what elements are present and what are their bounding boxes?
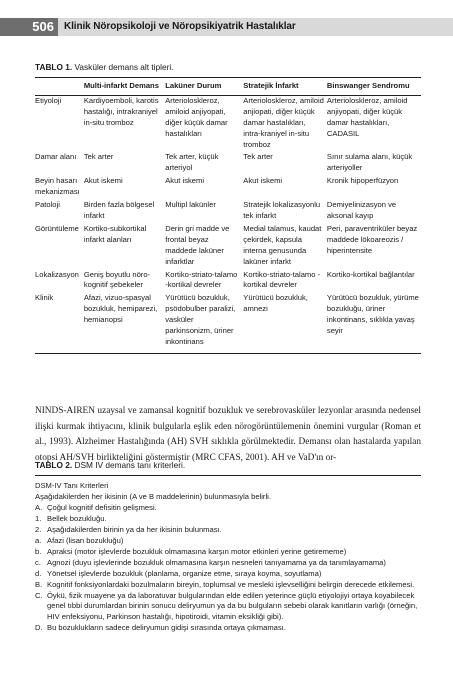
list-item [35, 503, 421, 514]
table2-heading: DSM-IV Tanı Kriterleri [35, 481, 109, 490]
item-label: A. [35, 502, 43, 512]
table-row [35, 224, 421, 270]
table-cell: Arterioloskleroz, amiloid anjiyopati, diğer küçük damar hastalıkları, CADASIL [326, 95, 408, 138]
table1-col-blank [35, 80, 84, 95]
item-text: Afazi (lisan bozukluğu) [47, 535, 124, 545]
table-cell: Kardiyoemboli, karotis hastalığı, intrakraniyel in-situ tromboz [83, 95, 159, 127]
list-item [35, 525, 421, 536]
table-cell: Derin gri madde ve frontal beyaz maddede laküner infarktlar [165, 223, 230, 266]
item-text: Bellek bozukluğu. [47, 513, 107, 523]
table-cell: Multipl lakünler [165, 200, 216, 210]
table-row [35, 293, 421, 352]
table1-caption [35, 62, 174, 72]
table-row [35, 200, 421, 224]
item-label: B. [35, 579, 43, 589]
list-item [35, 580, 421, 591]
page-header [0, 0, 453, 38]
table1-bottom-rule [35, 353, 421, 354]
table-cell: Peri, paraventriküler beyaz maddede lökoareozis / hiperintensite [326, 223, 418, 255]
item-text: Aşağıdakilerden birinin ya da her ikisinin bulunması. [47, 524, 222, 534]
item-label: b. [35, 546, 42, 556]
list-item [35, 591, 421, 624]
item-text: Agnozi (duyu işlevlerinde bozukluk olmamasına karşın nesneleri tanıyamama ya da tanımlayamama) [47, 557, 386, 567]
running-title: Klinik Nöropsikoloji ve Nöropsikiyatrik Hastalıklar [64, 21, 296, 32]
list-item [35, 536, 421, 547]
table-cell: Yürütücü bozukluk, amnezi [243, 293, 308, 314]
table1-col-header: Binswanger Sendromu [326, 81, 410, 90]
table-cell: Yürütücü bozukluk, yürüme bozukluğu, üriner inkontinans, sıklıkla yavaş seyir [326, 293, 419, 336]
table2-top-rule [35, 475, 421, 476]
item-text: Kognitif fonksiyonlardaki bozulmaların bireyin, toplumsal ve mesleki işlevselliğini belirgin derecede etkilemesi. [47, 579, 415, 589]
table-cell: Kortiko-subkortikal infarkt alanları [83, 223, 147, 244]
item-text: Yönetsel işlevlerde bozukluk (planlama, organize etme, sıraya koyma, soyutlama) [47, 568, 322, 578]
table2 [35, 481, 421, 634]
item-text: Çoğul kognitif defisitin gelişmesi. [47, 502, 157, 512]
table-cell: Geniş boyutlu nöro-kognitif şebekeler [83, 269, 151, 290]
table-cell: Akut iskemi [243, 176, 283, 186]
table-cell: Damar alanı [35, 152, 77, 162]
table-cell: Birden fazla bölgesel infarkt [83, 200, 155, 220]
item-text: Öykü, fizik muayene ya da laboratuvar bulgularından elde edilen yeterince güçlü etiyolojiyi ortaya koyabilecek genel tıbbi durumlardan birinin sonucu deliryumun ya da bu bulguların sebebi olarak kanıtların varlığı (örneğin, HIV enfeksiyonu, Parkinson hastalığı, hipotiroidi, vitamin eksikliği gibi). [47, 590, 418, 622]
table-cell: Arterioloskleroz, amiloid anjiopati, diğer küçük damar hastalıkları, intra-kraniyel in-situ tromboz [243, 95, 324, 149]
table2-caption [35, 460, 185, 470]
item-text: Bu bozuklukların sadece deliryumun gidişi sırasında ortaya çıkmaması. [47, 623, 286, 633]
table-cell: Akut iskemi [165, 176, 205, 186]
table1-caption-text: Vasküler demans alt tipleri. [74, 62, 174, 72]
table-cell: Kortiko-striato-talamo -kortikal devreler [243, 269, 321, 290]
table1-col-header: Stratejik İnfarkt [243, 81, 299, 90]
table-cell: Patoloji [35, 200, 60, 210]
table-row [35, 95, 421, 152]
item-text: Apraksi (motor işlevlerde bozukluk olmamasına karşın motor etkinleri yerine getirememe) [47, 546, 347, 556]
list-item [35, 514, 421, 525]
table-cell: Kronik hipoperfüzyon [326, 176, 399, 186]
body-paragraph: NINDS-AIREN uzaysal ve zamansal kognitif bozukluk ve serebrovasküler lezyonlar arasında nedensel ilişki kurmak ihtiyacını, klinik bulgularla eşlik eden nörogörüntülemenin önemini vurgular (Roman et al., 1993). Alzheimer Hastalığında (AH) SVH sıklıkla görülmektedir. Demansı olan hastalarda yapılan otopsi AH/SVH birlikteliğini göstermiştir (MRC CFAS, 2001). AH ve VaD'ın or- [35, 406, 421, 463]
table-cell: Kortiko-kortikal bağlantılar [326, 269, 415, 279]
table-cell: Kortiko-striato-talamo -kortikal devreler [165, 269, 238, 290]
table-cell: Tek arter, küçük arteriyol [165, 152, 219, 173]
page-number: 506 [0, 18, 58, 36]
table1 [35, 80, 421, 352]
table-cell: Yürütücü bozukluk, psödobulber paralizi, vasküler parkinsonizm, üriner inkontinans [165, 293, 236, 346]
table-row [35, 152, 421, 176]
item-label: D. [35, 623, 43, 633]
table-cell: Medial talamus, kaudat çekirdek, kapsula interna genusunda laküner infarkt [243, 223, 322, 266]
item-label: d. [35, 568, 42, 578]
list-item [35, 558, 421, 569]
list-item [35, 623, 421, 634]
list-item [35, 569, 421, 580]
item-label: 2. [35, 524, 42, 534]
table1-col-header: Laküner Durum [165, 81, 222, 90]
table-cell: Görüntüleme [35, 223, 79, 233]
table1-top-rule [35, 77, 421, 78]
table-row [35, 270, 421, 294]
table-cell: Etiyoloji [35, 95, 62, 105]
table-cell: Lokalizasyon [35, 269, 79, 279]
table-cell: Tek arter [243, 152, 273, 162]
table1-label: TABLO 1. [35, 62, 73, 72]
item-label: a. [35, 535, 42, 545]
item-label: c. [35, 557, 41, 567]
table-cell: Stratejik lokalizasyonlu tek infarkt [243, 200, 321, 220]
table-cell: Tek arter [83, 152, 114, 162]
table2-caption-text: DSM IV demans tanı kriterleri. [74, 460, 186, 470]
table2-intro: Aşağıdakilerden her ikisinin (A ve B maddelerinin) bulunmasıyla belirli. [35, 491, 271, 501]
item-label: C. [35, 590, 43, 600]
table-cell: Afazi, vizuo-spasyal bozukluk, hemiparezi, hemianopsi [83, 293, 158, 325]
table1-header-row [35, 80, 421, 95]
table-cell: Akut iskemi [83, 176, 123, 186]
table-cell: Beyin hasarı mekanizması [35, 176, 80, 197]
table-cell: Arterioloskleroz, amiloid anjiyopati, diğer küçük damar hastalıkları [165, 95, 228, 138]
list-item [35, 547, 421, 558]
item-label: 1. [35, 513, 42, 523]
table2-label: TABLO 2. [35, 460, 73, 470]
table-cell: Demiyelinizasyon ve aksonal kayıp [326, 200, 397, 220]
table1-col-header: Multi-infarkt Demans [83, 81, 159, 90]
table-cell: Sınır sulama alanı, küçük arteriyoller [326, 152, 413, 173]
table-cell: Klinik [35, 293, 54, 303]
table-row [35, 176, 421, 200]
